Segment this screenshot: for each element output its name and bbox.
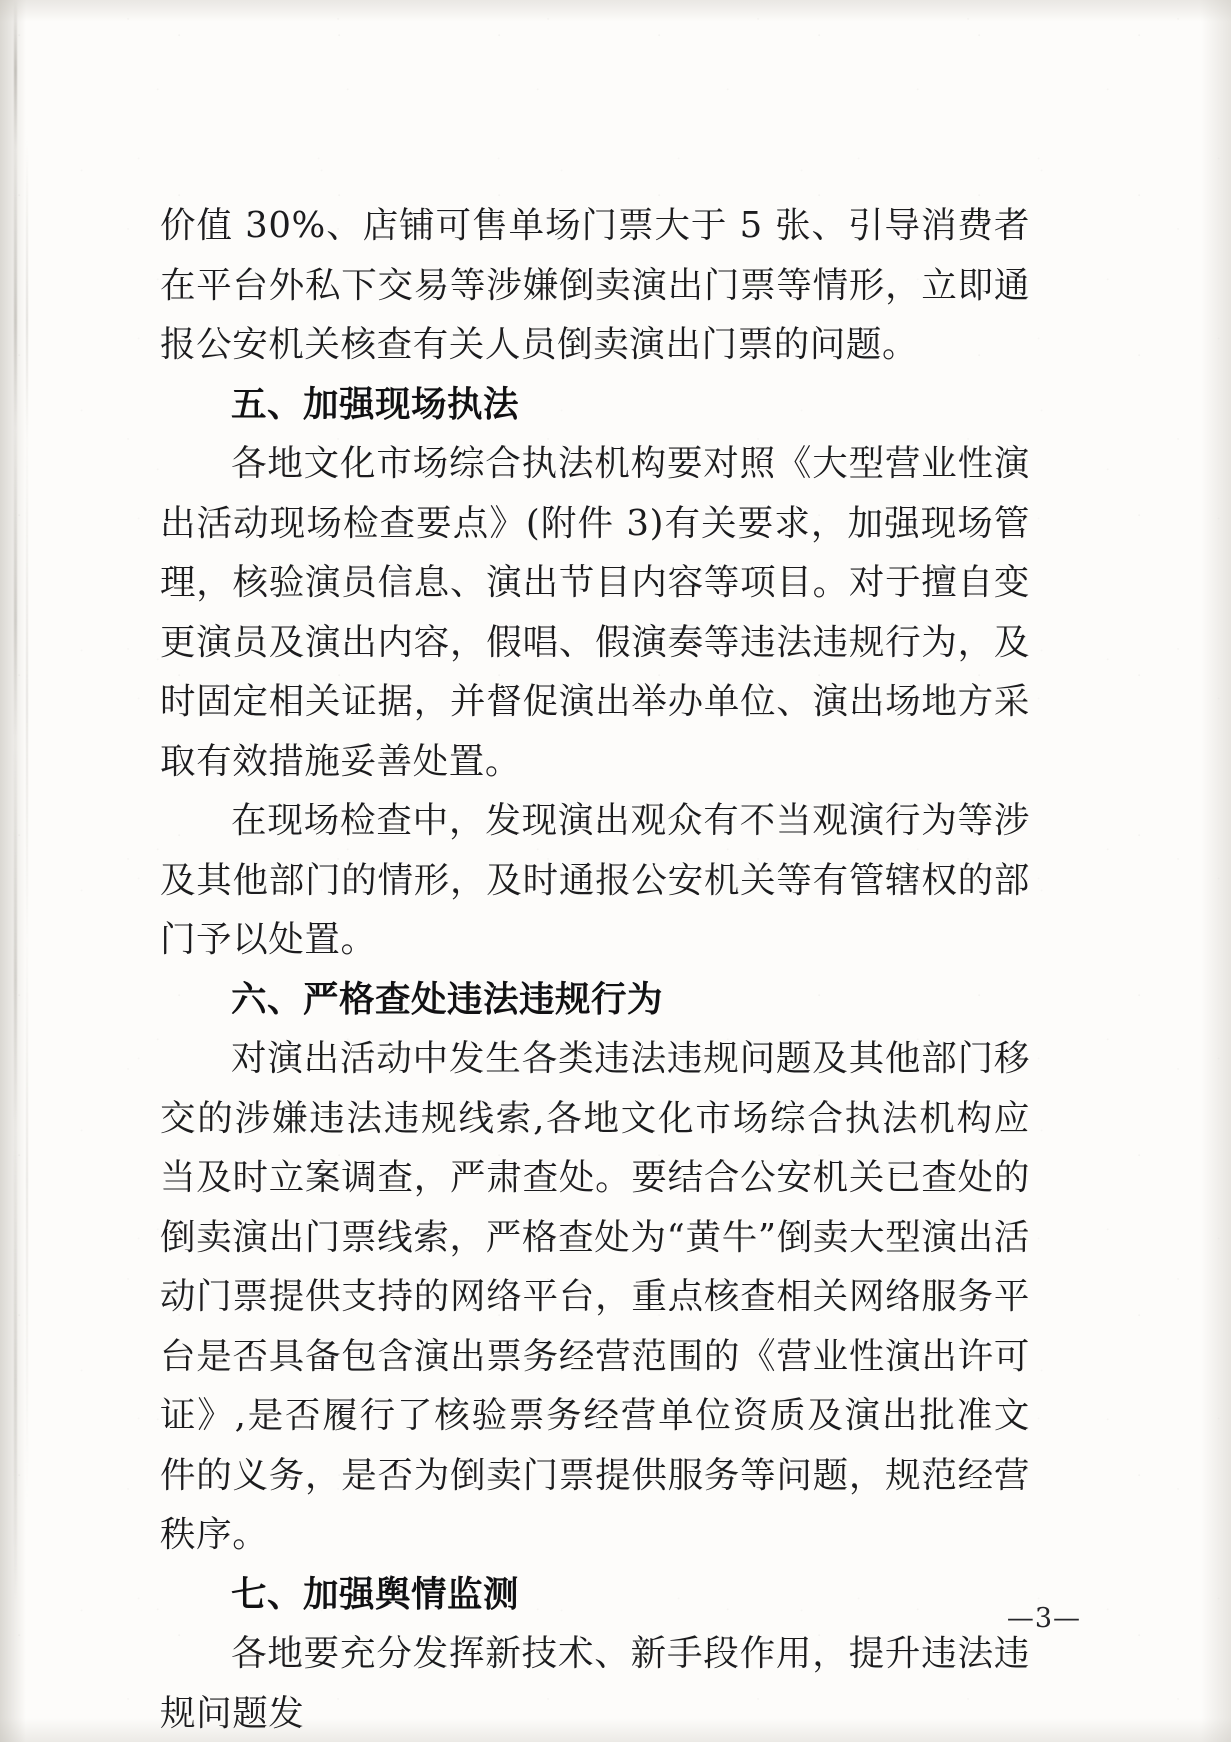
paragraph-strict-investigation: 对演出活动中发生各类违法违规问题及其他部门移交的涉嫌违法违规线索,各地文化市场综合执法机构应当及时立案调查，严肃查处。要结合公安机关已查处的倒卖演出门票线索，严格查处为“黄牛”倒卖大型演出活动门票提供支持的网络平台，重点核查相关网络服务平台是否具备包含演出票务经营范围的《营业性演出许可证》,是否履行了核验票务经营单位资质及演出批准文件的义务，是否为倒卖门票提供服务等问题，规范经营秩序。 [160, 1038, 1030, 1555]
scan-left-edge-artifact-secondary [26, 140, 28, 1560]
heading-section-six: 六、严格查处违法违规行为 [231, 978, 664, 1020]
scan-left-edge-artifact [14, 0, 17, 1742]
document-body [160, 196, 1030, 1742]
paragraph-audience-misconduct: 在现场检查中，发现演出观众有不当观演行为等涉及其他部门的情形，及时通报公安机关等有管辖权的部门予以处置。 [160, 800, 1030, 960]
heading-section-five: 五、加强现场执法 [231, 383, 520, 425]
paragraph-onsite-enforcement: 各地文化市场综合执法机构要对照《大型营业性演出活动现场检查要点》(附件 3)有关要求，加强现场管理，核验演员信息、演出节目内容等项目。对于擅自变更演员及演出内容，假唱、假演奏等违法违规行为，及时固定相关证据，并督促演出举办单位、演出场地方采取有效措施妥善处置。 [160, 443, 1030, 782]
heading-section-seven: 七、加强舆情监测 [231, 1573, 520, 1615]
page-number: —3— [1006, 1603, 1081, 1634]
paragraph-public-opinion-monitoring: 各地要充分发挥新技术、新手段作用，提升违法违规问题发 [160, 1633, 1030, 1734]
paragraph-ticket-scalping-continued: 价值 30%、店铺可售单场门票大于 5 张、引导消费者在平台外私下交易等涉嫌倒卖演出门票等情形，立即通报公安机关核查有关人员倒卖演出门票的问题。 [160, 205, 1030, 365]
